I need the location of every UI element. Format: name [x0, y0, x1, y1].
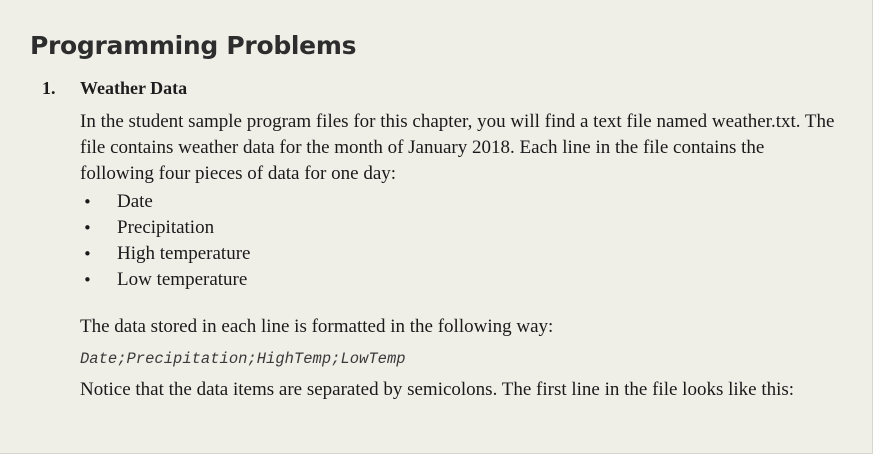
problem-number: 1.: [42, 78, 56, 98]
bullet-icon: •: [83, 271, 92, 289]
semicolon-note-paragraph: Notice that the data items are separated by semicolons. The first line in the file looks like this:: [80, 379, 795, 400]
problem-title: Weather Data: [80, 78, 188, 98]
section-heading: Programming Problems: [30, 31, 357, 60]
list-item-text: Precipitation: [117, 217, 215, 238]
list-item-text: Date: [117, 191, 153, 212]
format-code-line: Date;Precipitation;HighTemp;LowTemp: [80, 350, 406, 368]
problem-intro-paragraph: In the student sample program files for this chapter, you will find a text file named weather.txt. The file contains weather data for the month of January 2018. Each line in the file contains the following four pieces of data for one day:: [80, 111, 835, 184]
bullet-icon: •: [83, 245, 92, 263]
format-description-paragraph: The data stored in each line is formatted in the following way:: [80, 316, 554, 337]
bullet-icon: •: [83, 193, 92, 211]
bullet-icon: •: [83, 219, 92, 237]
list-item-text: Low temperature: [117, 269, 248, 290]
list-item-text: High temperature: [117, 243, 251, 264]
